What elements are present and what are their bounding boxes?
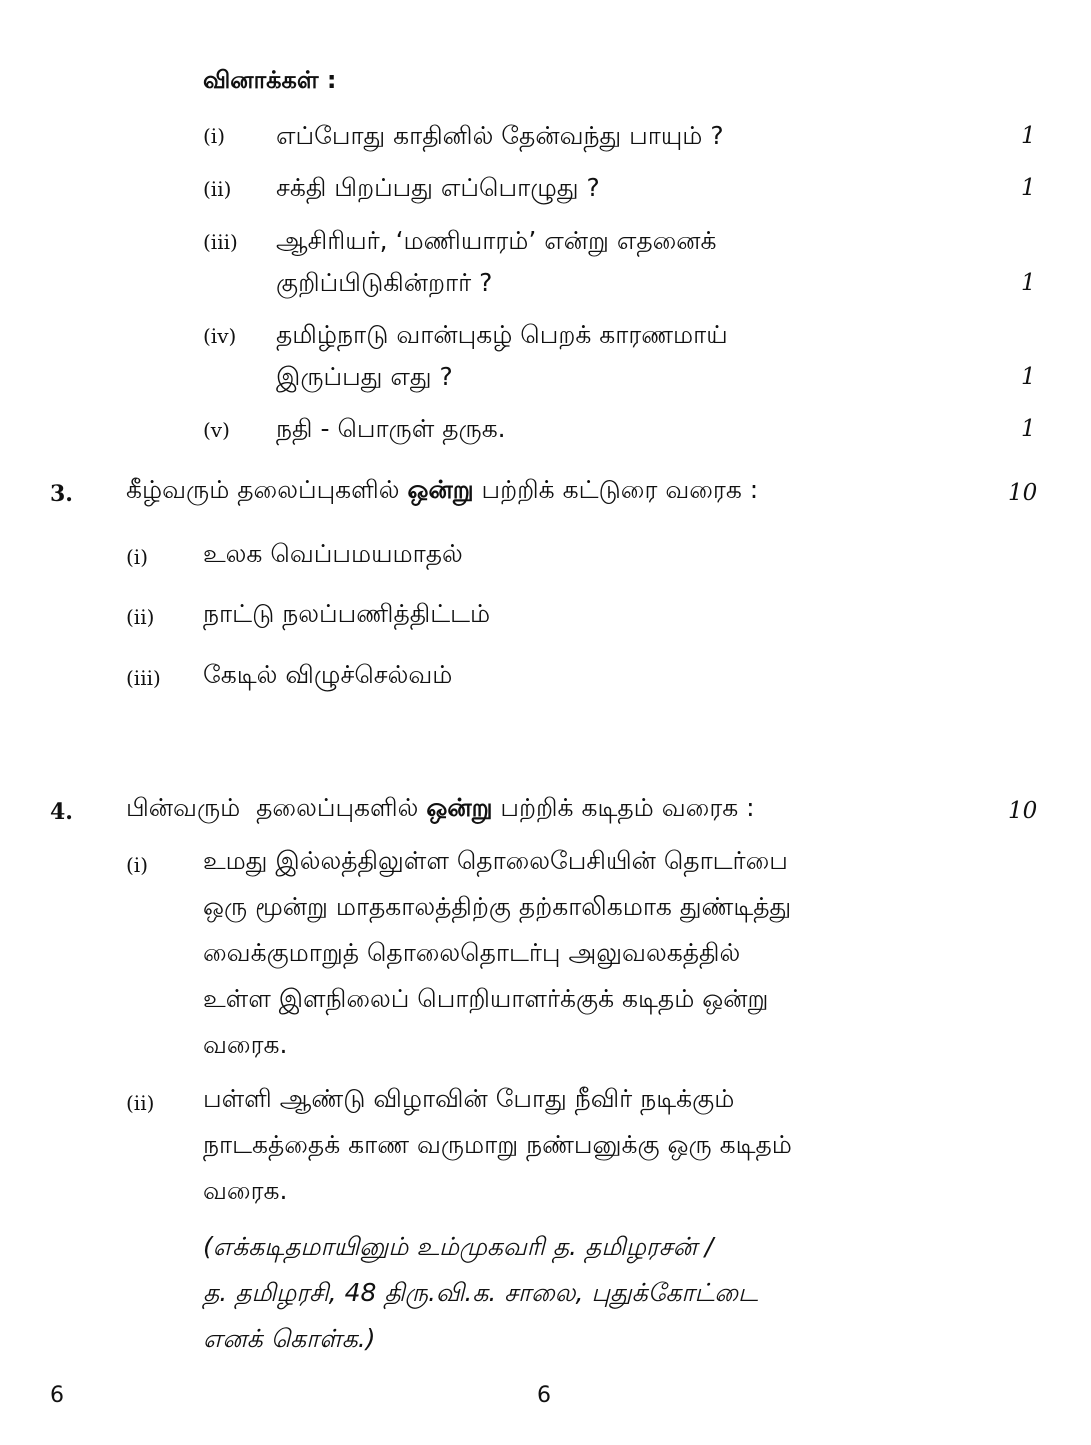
sub-question-number: (ii) xyxy=(203,177,232,201)
footer-page-number: 6 xyxy=(537,1383,551,1408)
option-line: பள்ளி ஆண்டு விழாவின் போது நீவிர் நடிக்கும் xyxy=(203,1084,735,1113)
marks: 10 xyxy=(1008,798,1038,824)
option-number: (ii) xyxy=(126,605,155,629)
option-text: கேடில் விழுச்செல்வம் xyxy=(203,660,453,689)
question-title-text: பற்றிக் கட்டுரை வரைக : xyxy=(473,475,759,504)
option-number: (i) xyxy=(126,853,149,877)
marks: 1 xyxy=(1021,364,1036,390)
question-title xyxy=(126,793,755,826)
marks: 10 xyxy=(1008,480,1038,506)
marks: 1 xyxy=(1021,123,1036,149)
question-title-text: கீழ்வரும் தலைப்புகளில் xyxy=(126,475,408,504)
question-number: 3. xyxy=(50,481,73,507)
question-title-text: பின்வரும் தலைப்புகளில் xyxy=(126,793,427,822)
option-line: வைக்குமாறுத் தொலைதொடர்பு அலுவலகத்தில் xyxy=(203,938,741,967)
question-number: 4. xyxy=(50,799,73,825)
sub-question-number: (v) xyxy=(203,418,230,442)
question-title xyxy=(126,475,758,508)
option-line: வரைக. xyxy=(203,1176,288,1205)
sub-question-text: எப்போது காதினில் தேன்வந்து பாயும் ? xyxy=(276,121,724,150)
option-text: உலக வெப்பமயமாதல் xyxy=(203,539,463,568)
address-note xyxy=(203,1224,963,1362)
option-line: ஒரு மூன்று மாதகாலத்திற்கு தற்காலிகமாக துண்டித்து xyxy=(203,892,792,921)
marks: 1 xyxy=(1021,175,1036,201)
sub-question-text: இருப்பது எது ? xyxy=(276,362,453,391)
note-line: எனக் கொள்க.) xyxy=(203,1324,376,1353)
option-text xyxy=(203,1076,983,1214)
option-number: (ii) xyxy=(126,1091,155,1115)
note-line: (எக்கடிதமாயினும் உம்முகவரி த. தமிழரசன் / xyxy=(203,1232,714,1261)
sub-question-text: குறிப்பிடுகின்றார் ? xyxy=(276,268,493,297)
question-title-emphasis: ஒன்று xyxy=(426,793,493,822)
option-number: (iii) xyxy=(126,666,161,690)
sub-question-text: சக்தி பிறப்பது எப்பொழுது ? xyxy=(276,173,600,202)
question-title-text: பற்றிக் கடிதம் வரைக : xyxy=(492,793,755,822)
option-line: உள்ள இளநிலைப் பொறியாளர்க்குக் கடிதம் ஒன்று xyxy=(203,984,769,1013)
option-line: வரைக. xyxy=(203,1030,288,1059)
sub-question-text: ஆசிரியர், ‘மணியாரம்’ என்று எதனைக் xyxy=(276,226,717,255)
sub-question-number: (i) xyxy=(203,124,226,148)
footer-page-code: 6 xyxy=(50,1383,64,1408)
option-text xyxy=(203,838,983,1068)
sub-question-text: தமிழ்நாடு வான்புகழ் பெறக் காரணமாய் xyxy=(276,320,728,349)
question-title-emphasis: ஒன்று xyxy=(407,475,474,504)
sub-question-number: (iii) xyxy=(203,230,238,254)
option-line: நாடகத்தைக் காண வருமாறு நண்பனுக்கு ஒரு கடிதம் xyxy=(203,1130,792,1159)
option-number: (i) xyxy=(126,545,149,569)
marks: 1 xyxy=(1021,416,1036,442)
note-line: த. தமிழரசி, 48 திரு.வி.க. சாலை, புதுக்கோட்டை xyxy=(203,1278,758,1307)
option-line: உமது இல்லத்திலுள்ள தொலைபேசியின் தொடர்பை xyxy=(203,846,788,875)
sub-question-text: நதி - பொருள் தருக. xyxy=(276,414,506,443)
marks: 1 xyxy=(1021,270,1036,296)
sub-question-number: (iv) xyxy=(203,324,237,348)
questions-heading: வினாக்கள் : xyxy=(203,66,337,94)
option-text: நாட்டு நலப்பணித்திட்டம் xyxy=(203,599,491,628)
